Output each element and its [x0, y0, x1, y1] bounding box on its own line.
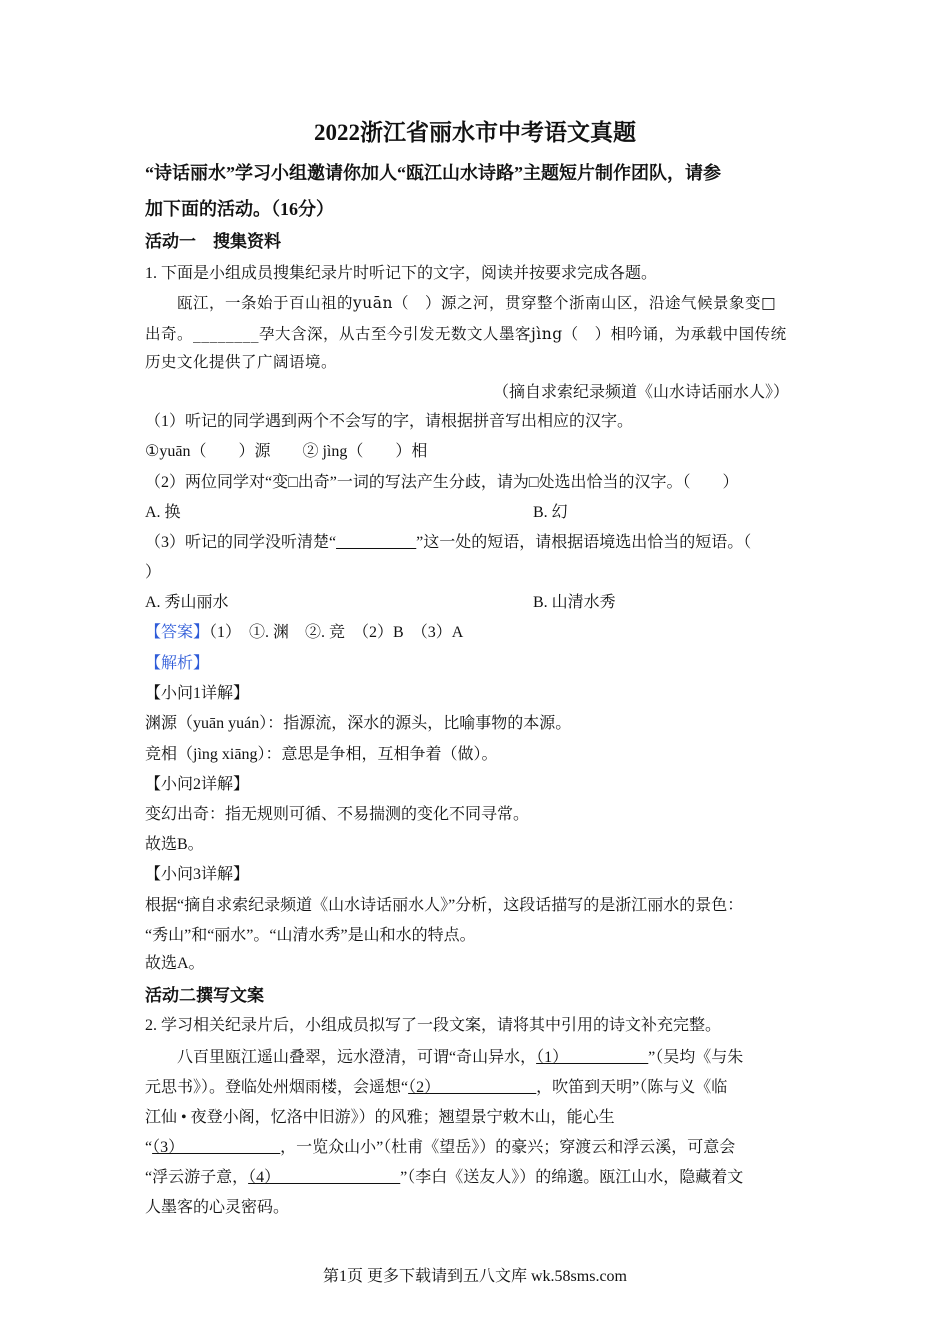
copy-line-2-a: 元思书》）。登临处州烟雨楼，会遥想“	[145, 1079, 409, 1096]
copy-line-2-b: ，吹笛到天明”（陈与义《临	[536, 1079, 728, 1096]
subquestion-3-text-b: ”这一处的短语，请根据语境选出恰当的短语。（	[416, 534, 752, 551]
copy-line-5-b: ”（李白《送友人》）的绵邈。瓯江山水，隐藏着文	[400, 1169, 744, 1186]
subquestion-3-option-b: B. 山清水秀	[533, 594, 616, 611]
subquestion-3-option-a: A. 秀山丽水	[145, 594, 229, 611]
question1-stem: 1. 下面是小组成员搜集纪录片时听记下的文字，阅读并按要求完成各题。	[145, 265, 658, 282]
blank-3: （3）____________	[152, 1139, 281, 1156]
copy-line-1-b: ”（吴均《与朱	[648, 1049, 744, 1066]
copy-line-6: 人墨客的心灵密码。	[145, 1199, 290, 1216]
blank-4: （4）_______________	[248, 1169, 401, 1186]
passage-line-1: 瓯江，一条始于百山祖的yuān（ ）源之河，贯穿整个浙南山区，沿途气候景象变□	[177, 294, 777, 312]
subquestion-2: （2）两位同学对“变□出奇”一词的写法产生分歧，请为□处选出恰当的汉字。（ ）	[145, 474, 739, 491]
detail-3-line-1: 根据“摘自求索纪录频道《山水诗话丽水人》”分析，这段话描写的是浙江丽水的景色：	[145, 897, 744, 914]
page-footer: 第1页 更多下载请到五八文库 wk.58sms.com	[322, 1268, 627, 1285]
analysis-tag: 【解析】	[145, 655, 210, 672]
page-title: 2022浙江省丽水市中考语文真题	[314, 120, 636, 145]
detail-1-line-1: 渊源（yuān yuán）：指源流，深水的源头，比喻事物的本源。	[145, 715, 572, 732]
copy-line-1-a: 八百里瓯江遥山叠翠，远水澄清，可谓“奇山异水，	[177, 1049, 537, 1066]
answer-text: （1） ①. 渊 ②. 竞 （2）B （3）A	[209, 624, 464, 641]
subquestion-3-blank: __________	[336, 534, 417, 551]
blank-2: （2）____________	[408, 1079, 537, 1096]
passage-source: （摘自求索纪录频道《山水诗话丽水人》）	[493, 384, 790, 401]
copy-line-5-a: “浮云游子意，	[145, 1169, 249, 1186]
answer-tag: 【答案】	[145, 624, 210, 641]
detail-2-tag: 【小问2详解】	[145, 776, 250, 793]
detail-3-line-3: 故选A。	[145, 955, 205, 972]
detail-2-line-2: 故选B。	[145, 836, 204, 853]
copy-line-1	[177, 1047, 743, 1069]
activity1-heading: 活动一 搜集资料	[145, 232, 281, 251]
copy-line-4-b: ，一览众山小”（杜甫《望岳》）的豪兴；穿渡云和浮云溪，可意会	[280, 1139, 736, 1156]
copy-line-4-a: “	[145, 1139, 153, 1156]
intro-line-1: “诗话丽水”学习小组邀请你加人“瓯江山水诗路”主题短片制作团队，请参	[145, 163, 721, 183]
subquestion-2-option-a: A. 换	[145, 504, 181, 521]
copy-line-4	[145, 1137, 735, 1159]
detail-2-line-1: 变幻出奇：指无规则可循、不易揣测的变化不同寻常。	[145, 806, 530, 823]
subquestion-3-line-1	[145, 532, 751, 554]
passage-line-2: 出奇。________孕大含深，从古至今引发无数文人墨客jìng（ ）相吟诵，为承载中国传统	[145, 325, 787, 343]
subquestion-3-text-a: （3）听记的同学没听清楚“	[145, 534, 337, 551]
detail-1-tag: 【小问1详解】	[145, 685, 250, 702]
activity2-heading: 活动二撰写文案	[145, 986, 264, 1005]
answer-line	[145, 622, 463, 644]
copy-line-2	[145, 1077, 727, 1099]
detail-3-line-2: “秀山”和“丽水”。“山清水秀”是山和水的特点。	[145, 927, 476, 944]
detail-3-tag: 【小问3详解】	[145, 866, 250, 883]
passage-line-3: 历史文化提供了广阔语境。	[145, 353, 338, 371]
subquestion-1: （1）听记的同学遇到两个不会写的字，请根据拼音写出相应的汉字。	[145, 413, 634, 430]
intro-line-2: 加下面的活动。（16分）	[145, 199, 334, 219]
subquestion-2-option-b: B. 幻	[533, 504, 568, 521]
copy-line-3: 江仙 • 夜登小阁，忆洛中旧游》）的风雅；翘望景宁敕木山，能心生	[145, 1109, 615, 1126]
detail-1-line-2: 竞相（jìng xiāng）：意思是争相，互相争着（做）。	[145, 746, 498, 763]
blank-1: （1）__________	[536, 1049, 649, 1066]
subquestion-3-line-2: ）	[145, 564, 162, 581]
copy-line-5	[145, 1167, 743, 1189]
question2-stem: 2. 学习相关纪录片后，小组成员拟写了一段文案，请将其中引用的诗文补充完整。	[145, 1017, 722, 1034]
subquestion-1-blanks: ①yuān（ ）源 ② jìng（ ）相	[145, 443, 428, 460]
